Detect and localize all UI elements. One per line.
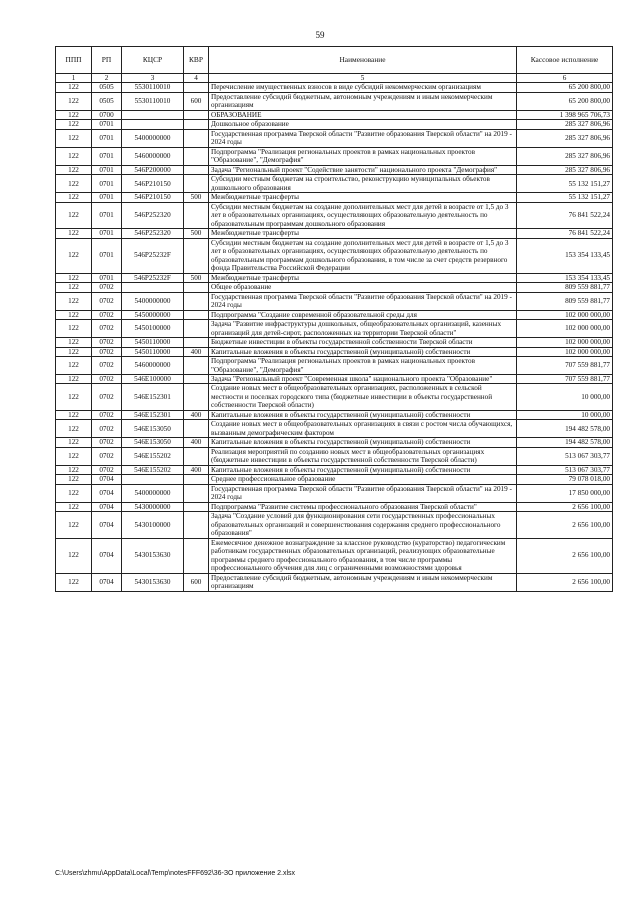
- col-ppp: ППП: [56, 47, 92, 74]
- cell-name: Государственная программа Тверской области "Развитие образования Тверской области" на 2019 - 2024 годы: [209, 129, 517, 147]
- cell-ppp: 122: [56, 347, 92, 356]
- cell-kvr: [184, 420, 209, 438]
- cell-ppp: 122: [56, 310, 92, 319]
- cell-name: Перечисление имущественных взносов в виде субсидий некоммерческим организациям: [209, 83, 517, 92]
- cell-kvr: [184, 320, 209, 338]
- cell-kvr: [184, 374, 209, 383]
- cell-kvr: [184, 538, 209, 573]
- cell-name: Бюджетные инвестиции в объекты государственной собственности Тверской области: [209, 338, 517, 347]
- cell-kcsr: 5450100000: [122, 320, 184, 338]
- col-rp: РП: [92, 47, 122, 74]
- cell-kcsr: 546P252320: [122, 229, 184, 238]
- cell-name: Государственная программа Тверской области "Развитие образования Тверской области" на 2019 - 2024 годы: [209, 292, 517, 310]
- cell-ppp: 122: [56, 502, 92, 511]
- cell-kcsr: 5450110000: [122, 347, 184, 356]
- cell-ppp: 122: [56, 83, 92, 92]
- cell-name: Субсидии местным бюджетам на создание дополнительных мест для детей в возрасте от 1,5 до 3 лет в образовательных организациях, осуществляющих образовательную деятельность по образовательным программам дошкольного образования, в том числе за счет средств резервного фонда Правительства Российской Федерации: [209, 238, 517, 273]
- cell-kcsr: 546E153050: [122, 420, 184, 438]
- cell-ppp: 122: [56, 92, 92, 110]
- cell-amount: 194 482 578,00: [517, 438, 613, 447]
- cell-ppp: 122: [56, 410, 92, 419]
- cell-name: Реализация мероприятий по созданию новых мест в общеобразовательных организациях (бюджетные инвестиции в объекты государственной собственности Тверской области): [209, 447, 517, 465]
- cell-name: Общее образование: [209, 283, 517, 292]
- cell-name: Государственная программа Тверской области "Развитие образования Тверской области" на 2019 - 2024 годы: [209, 484, 517, 502]
- table-row: [56, 410, 613, 419]
- cell-rp: 0704: [92, 502, 122, 511]
- table-row: [56, 420, 613, 438]
- cell-rp: 0701: [92, 238, 122, 273]
- cell-kvr: [184, 512, 209, 538]
- cell-ppp: 122: [56, 229, 92, 238]
- cell-kcsr: 5460000000: [122, 357, 184, 375]
- cell-kvr: [184, 120, 209, 129]
- cell-ppp: 122: [56, 465, 92, 474]
- cell-amount: 10 000,00: [517, 410, 613, 419]
- cell-rp: 0702: [92, 320, 122, 338]
- table-row: [56, 538, 613, 573]
- cell-name: Предоставление субсидий бюджетным, автономным учреждениям и иным некоммерческим организациям: [209, 92, 517, 110]
- cell-name: Субсидии местным бюджетам на создание дополнительных мест для детей в возрасте от 1,5 до 3 лет в образовательных организациях, осуществляющих образовательную деятельность по образовательным программам дошкольного образования: [209, 202, 517, 228]
- cell-ppp: 122: [56, 484, 92, 502]
- cell-name: Межбюджетные трансферты: [209, 273, 517, 282]
- col-num: 5: [209, 74, 517, 83]
- table-row: [56, 475, 613, 484]
- cell-kcsr: [122, 475, 184, 484]
- table-row: [56, 229, 613, 238]
- cell-ppp: 122: [56, 238, 92, 273]
- cell-rp: 0701: [92, 175, 122, 193]
- cell-kvr: [184, 238, 209, 273]
- cell-ppp: 122: [56, 129, 92, 147]
- cell-kcsr: 5430000000: [122, 502, 184, 511]
- cell-rp: 0701: [92, 193, 122, 202]
- cell-amount: 153 354 133,45: [517, 238, 613, 273]
- cell-ppp: 122: [56, 193, 92, 202]
- cell-amount: 17 850 000,00: [517, 484, 613, 502]
- cell-ppp: 122: [56, 475, 92, 484]
- col-kcsr: КЦСР: [122, 47, 184, 74]
- cell-rp: 0702: [92, 438, 122, 447]
- cell-rp: 0702: [92, 384, 122, 410]
- page-number: 59: [315, 30, 325, 40]
- cell-kvr: [184, 165, 209, 174]
- cell-kcsr: 546E152301: [122, 384, 184, 410]
- table-row: [56, 165, 613, 174]
- col-num: 3: [122, 74, 184, 83]
- cell-kvr: [184, 384, 209, 410]
- cell-amount: 285 327 806,96: [517, 165, 613, 174]
- cell-kcsr: 546E152301: [122, 410, 184, 419]
- cell-amount: 55 132 151,27: [517, 193, 613, 202]
- cell-kvr: [184, 175, 209, 193]
- cell-ppp: 122: [56, 338, 92, 347]
- cell-kcsr: 546P210150: [122, 193, 184, 202]
- cell-ppp: 122: [56, 374, 92, 383]
- cell-name: Межбюджетные трансферты: [209, 193, 517, 202]
- cell-rp: 0701: [92, 129, 122, 147]
- cell-kcsr: [122, 120, 184, 129]
- cell-kcsr: 5450000000: [122, 310, 184, 319]
- header-row: [56, 47, 613, 74]
- cell-amount: 2 656 100,00: [517, 512, 613, 538]
- cell-kcsr: 546P252320: [122, 202, 184, 228]
- cell-name: Создание новых мест в общеобразовательных организациях в связи с ростом числа обучающихся, вызванным демографическим фактором: [209, 420, 517, 438]
- cell-ppp: 122: [56, 538, 92, 573]
- table-row: [56, 129, 613, 147]
- cell-ppp: 122: [56, 447, 92, 465]
- col-num: 4: [184, 74, 209, 83]
- cell-ppp: 122: [56, 292, 92, 310]
- cell-rp: 0505: [92, 83, 122, 92]
- cell-name: ОБРАЗОВАНИЕ: [209, 110, 517, 119]
- cell-kcsr: 5450110000: [122, 338, 184, 347]
- cell-rp: 0702: [92, 347, 122, 356]
- cell-rp: 0704: [92, 538, 122, 573]
- cell-name: Подпрограмма "Создание современной образовательной среды для: [209, 310, 517, 319]
- cell-kcsr: 546E153050: [122, 438, 184, 447]
- col-num: 6: [517, 74, 613, 83]
- cell-kcsr: 5530110010: [122, 83, 184, 92]
- cell-kvr: [184, 357, 209, 375]
- cell-kvr: [184, 484, 209, 502]
- cell-ppp: 122: [56, 165, 92, 174]
- cell-kcsr: 5430153630: [122, 538, 184, 573]
- table-row: [56, 193, 613, 202]
- cell-amount: 76 841 522,24: [517, 229, 613, 238]
- cell-rp: 0702: [92, 410, 122, 419]
- cell-amount: 65 200 800,00: [517, 92, 613, 110]
- cell-ppp: 122: [56, 357, 92, 375]
- cell-ppp: 122: [56, 573, 92, 591]
- cell-kcsr: [122, 110, 184, 119]
- cell-kvr: 600: [184, 573, 209, 591]
- cell-rp: 0702: [92, 292, 122, 310]
- cell-kcsr: 546E100000: [122, 374, 184, 383]
- cell-ppp: 122: [56, 438, 92, 447]
- cell-name: Создание новых мест в общеобразовательных организациях, расположенных в сельской местности и поселках городского типа (бюджетные инвестиции в объекты государственной собственности Тверской области): [209, 384, 517, 410]
- cell-kvr: [184, 338, 209, 347]
- cell-name: Задача "Создание условий для функционирования сети государственных профессиональных образовательных организаций и совершенствования содержания среднего профессионального образования": [209, 512, 517, 538]
- table-row: [56, 238, 613, 273]
- cell-amount: 102 000 000,00: [517, 338, 613, 347]
- cell-kcsr: 5400000000: [122, 292, 184, 310]
- cell-kcsr: 5460000000: [122, 147, 184, 165]
- cell-kvr: 500: [184, 229, 209, 238]
- cell-ppp: 122: [56, 512, 92, 538]
- cell-amount: 513 067 303,77: [517, 447, 613, 465]
- table-row: [56, 310, 613, 319]
- cell-rp: 0702: [92, 357, 122, 375]
- cell-ppp: 122: [56, 384, 92, 410]
- table-row: [56, 573, 613, 591]
- cell-rp: 0702: [92, 420, 122, 438]
- cell-amount: 809 559 881,77: [517, 283, 613, 292]
- cell-name: Ежемесячное денежное вознаграждение за классное руководство (кураторство) педагогическим работникам государственных образовательных организаций, реализующих образовательные программы среднего профессионального образования, в том числе программы профессионального обучения для лиц с ограниченными возможностями здоровья: [209, 538, 517, 573]
- cell-amount: 285 327 806,96: [517, 129, 613, 147]
- cell-amount: 10 000,00: [517, 384, 613, 410]
- cell-ppp: 122: [56, 120, 92, 129]
- cell-ppp: 122: [56, 283, 92, 292]
- cell-rp: 0701: [92, 273, 122, 282]
- col-kvr: КВР: [184, 47, 209, 74]
- cell-kvr: 600: [184, 92, 209, 110]
- col-num: 2: [92, 74, 122, 83]
- cell-kvr: 500: [184, 193, 209, 202]
- cell-name: Предоставление субсидий бюджетным, автономным учреждениям и иным некоммерческим организациям: [209, 573, 517, 591]
- cell-name: Субсидии местным бюджетам на строительство, реконструкцию муниципальных объектов дошкольного образования: [209, 175, 517, 193]
- cell-kcsr: 5400000000: [122, 484, 184, 502]
- cell-amount: 707 559 881,77: [517, 357, 613, 375]
- cell-kcsr: 546P200000: [122, 165, 184, 174]
- cell-kvr: [184, 283, 209, 292]
- cell-kvr: 400: [184, 347, 209, 356]
- cell-rp: 0702: [92, 338, 122, 347]
- cell-kcsr: 546P25232F: [122, 273, 184, 282]
- cell-ppp: 122: [56, 175, 92, 193]
- table-row: [56, 110, 613, 119]
- col-amount: Кассовое исполнение: [517, 47, 613, 74]
- cell-name: Межбюджетные трансферты: [209, 229, 517, 238]
- cell-name: Капитальные вложения в объекты государственной (муниципальной) собственности: [209, 438, 517, 447]
- cell-kcsr: 546E155202: [122, 465, 184, 474]
- cell-name: Среднее профессиональное образование: [209, 475, 517, 484]
- table-row: [56, 384, 613, 410]
- table-row: [56, 338, 613, 347]
- table-row: [56, 175, 613, 193]
- table-row: [56, 120, 613, 129]
- cell-kcsr: 5530110010: [122, 92, 184, 110]
- table-row: [56, 283, 613, 292]
- cell-kvr: 500: [184, 273, 209, 282]
- cell-kvr: [184, 475, 209, 484]
- cell-rp: 0701: [92, 120, 122, 129]
- cell-kcsr: 5430100000: [122, 512, 184, 538]
- cell-amount: 153 354 133,45: [517, 273, 613, 282]
- cell-rp: 0704: [92, 512, 122, 538]
- cell-amount: 55 132 151,27: [517, 175, 613, 193]
- cell-kvr: [184, 502, 209, 511]
- cell-name: Дошкольное образование: [209, 120, 517, 129]
- cell-amount: 102 000 000,00: [517, 347, 613, 356]
- table-row: [56, 502, 613, 511]
- cell-name: Капитальные вложения в объекты государственной (муниципальной) собственности: [209, 465, 517, 474]
- cell-rp: 0702: [92, 447, 122, 465]
- table-row: [56, 92, 613, 110]
- table-row: [56, 83, 613, 92]
- table-row: [56, 438, 613, 447]
- cell-name: Подпрограмма "Реализация региональных проектов в рамках национальных проектов "Образование", "Демография": [209, 147, 517, 165]
- table-row: [56, 320, 613, 338]
- cell-name: Задача "Региональный проект "Содействие занятости" национального проекта "Демография": [209, 165, 517, 174]
- cell-kcsr: 5400000000: [122, 129, 184, 147]
- cell-amount: 102 000 000,00: [517, 310, 613, 319]
- cell-kvr: [184, 147, 209, 165]
- cell-amount: 76 841 522,24: [517, 202, 613, 228]
- cell-kcsr: 546P25232F: [122, 238, 184, 273]
- cell-kvr: [184, 129, 209, 147]
- cell-amount: 194 482 578,00: [517, 420, 613, 438]
- cell-name: Подпрограмма "Развитие системы профессионального образования Тверской области": [209, 502, 517, 511]
- cell-rp: 0700: [92, 110, 122, 119]
- table-row: [56, 147, 613, 165]
- table-row: [56, 273, 613, 282]
- cell-amount: 707 559 881,77: [517, 374, 613, 383]
- cell-amount: 2 656 100,00: [517, 538, 613, 573]
- table-row: [56, 374, 613, 383]
- cell-kvr: [184, 447, 209, 465]
- cell-rp: 0701: [92, 147, 122, 165]
- cell-amount: 102 000 000,00: [517, 320, 613, 338]
- cell-kvr: [184, 202, 209, 228]
- cell-rp: 0701: [92, 165, 122, 174]
- table-row: [56, 202, 613, 228]
- file-path-footer: C:\Users\zhmu\AppData\Local\Temp\notesFFF692\36-ЗО приложение 2.xlsx: [55, 870, 296, 877]
- cell-kvr: [184, 110, 209, 119]
- cell-amount: 513 067 303,77: [517, 465, 613, 474]
- cell-amount: 2 656 100,00: [517, 573, 613, 591]
- cell-amount: 65 200 800,00: [517, 83, 613, 92]
- cell-rp: 0702: [92, 310, 122, 319]
- cell-kvr: 400: [184, 410, 209, 419]
- cell-ppp: 122: [56, 147, 92, 165]
- cell-name: Подпрограмма "Реализация региональных проектов в рамках национальных проектов "Образование", "Демография": [209, 357, 517, 375]
- cell-name: Капитальные вложения в объекты государственной (муниципальной) собственности: [209, 410, 517, 419]
- table-row: [56, 512, 613, 538]
- cell-rp: 0701: [92, 229, 122, 238]
- table-row: [56, 357, 613, 375]
- cell-rp: 0702: [92, 465, 122, 474]
- cell-ppp: 122: [56, 320, 92, 338]
- cell-name: Капитальные вложения в объекты государственной (муниципальной) собственности: [209, 347, 517, 356]
- cell-name: Задача "Региональный проект "Современная школа" национального проекта "Образование": [209, 374, 517, 383]
- cell-rp: 0704: [92, 573, 122, 591]
- cell-ppp: 122: [56, 420, 92, 438]
- cell-kvr: 400: [184, 438, 209, 447]
- cell-rp: 0701: [92, 202, 122, 228]
- cell-amount: 285 327 806,96: [517, 147, 613, 165]
- column-number-row: [56, 74, 613, 83]
- cell-amount: 809 559 881,77: [517, 292, 613, 310]
- cell-name: Задача "Развитие инфраструктуры дошкольных, общеобразовательных организаций, казенных организаций для детей-сирот, расположенных на территории Тверской области": [209, 320, 517, 338]
- cell-kcsr: 5430153630: [122, 573, 184, 591]
- cell-amount: 79 078 018,00: [517, 475, 613, 484]
- cell-rp: 0702: [92, 374, 122, 383]
- cell-amount: 285 327 806,96: [517, 120, 613, 129]
- table-row: [56, 347, 613, 356]
- table-row: [56, 465, 613, 474]
- cell-kvr: [184, 83, 209, 92]
- cell-kvr: [184, 310, 209, 319]
- cell-kvr: [184, 292, 209, 310]
- cell-kcsr: 546P210150: [122, 175, 184, 193]
- cell-kvr: 400: [184, 465, 209, 474]
- table-row: [56, 484, 613, 502]
- cell-rp: 0704: [92, 475, 122, 484]
- cell-amount: 2 656 100,00: [517, 502, 613, 511]
- table-row: [56, 447, 613, 465]
- budget-table: [55, 46, 613, 592]
- cell-kcsr: 546E155202: [122, 447, 184, 465]
- cell-rp: 0704: [92, 484, 122, 502]
- col-num: 1: [56, 74, 92, 83]
- table-row: [56, 292, 613, 310]
- cell-ppp: 122: [56, 202, 92, 228]
- col-name: Наименование: [209, 47, 517, 74]
- cell-ppp: 122: [56, 110, 92, 119]
- cell-kcsr: [122, 283, 184, 292]
- cell-ppp: 122: [56, 273, 92, 282]
- cell-rp: 0505: [92, 92, 122, 110]
- cell-rp: 0702: [92, 283, 122, 292]
- cell-amount: 1 398 965 706,73: [517, 110, 613, 119]
